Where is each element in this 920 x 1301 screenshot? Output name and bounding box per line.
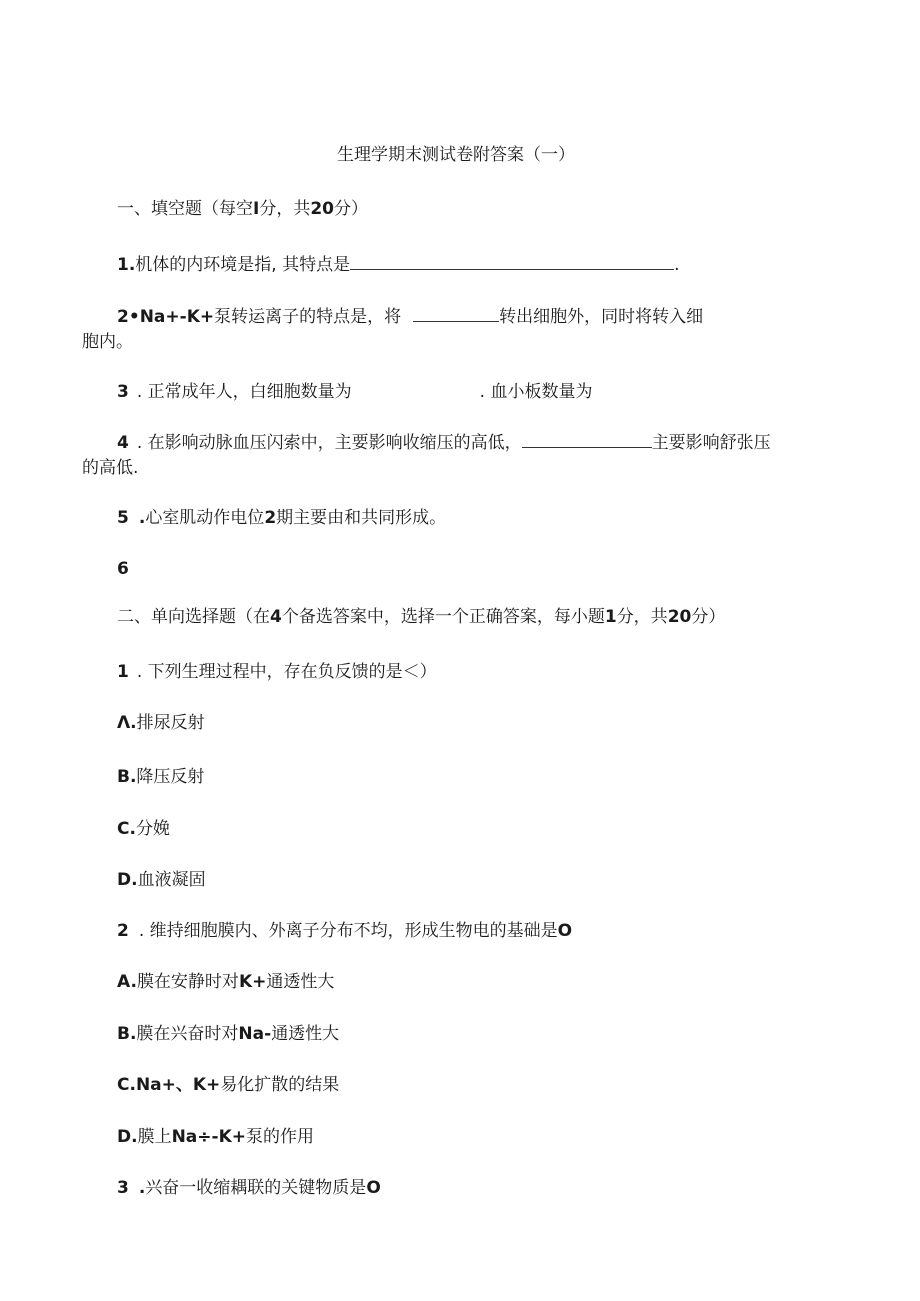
question-number: 1 bbox=[117, 662, 129, 682]
question-phase: 2 bbox=[264, 508, 277, 528]
question-text: 泵转运离子的特点是，将 bbox=[214, 307, 402, 327]
heading-total: 20 bbox=[310, 199, 334, 219]
question-text: . 下列生理过程中，存在负反馈的是＜） bbox=[136, 662, 437, 682]
heading-text: 分，共 bbox=[259, 199, 311, 219]
option-ion: Na÷-K+ bbox=[171, 1127, 246, 1147]
heading-text: 分，共 bbox=[616, 607, 668, 627]
option-letter: B. bbox=[117, 767, 137, 787]
question-number: 2 bbox=[117, 921, 129, 941]
option-c[interactable] bbox=[117, 817, 170, 841]
answer-blank[interactable] bbox=[413, 307, 499, 322]
question-4-continued: 的高低. bbox=[82, 458, 139, 478]
heading-text: 二、单向选择题（在 bbox=[117, 607, 270, 627]
answer-blank[interactable] bbox=[350, 255, 674, 270]
heading-score: I bbox=[253, 199, 260, 219]
mc-question-3 bbox=[117, 1176, 381, 1200]
question-text: . 在影响动脉血压闪索中，主要影响收缩压的高低， bbox=[136, 433, 522, 453]
question-5 bbox=[117, 506, 446, 530]
question-number: 2•Na+-K+ bbox=[117, 307, 215, 327]
question-text: 转出细胞外，同时将转入细 bbox=[499, 307, 704, 327]
option-text: 泵的作用 bbox=[246, 1127, 314, 1147]
question-number: 3 bbox=[117, 1178, 129, 1198]
heading-text: 分） bbox=[334, 199, 368, 219]
page-title: 生理学期末测试卷附答案（一） bbox=[337, 145, 575, 165]
option-letter: A. bbox=[117, 972, 137, 992]
question-end: O bbox=[366, 1178, 381, 1198]
option-text: 易化扩散的结果 bbox=[220, 1075, 340, 1095]
option-ion: K+ bbox=[238, 972, 267, 992]
question-number: 5 bbox=[117, 508, 129, 528]
option-text: 膜上 bbox=[137, 1127, 172, 1147]
option-text: 膜在安静时对 bbox=[136, 972, 239, 992]
question-end: . bbox=[674, 255, 680, 275]
mc-question-1 bbox=[117, 660, 437, 684]
option-text: 血液凝固 bbox=[137, 870, 206, 890]
question-text: 兴奋一收缩耦联的关键物质是 bbox=[145, 1178, 367, 1198]
question-text: 期主要由和共同形成。 bbox=[276, 508, 447, 528]
question-2-continued: 胞内。 bbox=[82, 332, 133, 352]
answer-blank[interactable] bbox=[522, 433, 652, 448]
option-text: 通透性大 bbox=[271, 1024, 340, 1044]
heading-text: 个备选答案中，选择一个正确答案，每小题 bbox=[281, 607, 605, 627]
option-a[interactable] bbox=[117, 711, 205, 735]
question-text: 机体的内环境是指, 其特点是 bbox=[135, 255, 351, 275]
question-number: 4 bbox=[117, 433, 129, 453]
heading-count: 4 bbox=[270, 607, 282, 627]
option-ion: Na+、K+ bbox=[135, 1075, 221, 1095]
question-2 bbox=[117, 305, 703, 329]
option-text: 分娩 bbox=[135, 819, 170, 839]
question-number: 1. bbox=[117, 255, 136, 275]
option-d[interactable] bbox=[117, 1125, 314, 1149]
question-dot: . bbox=[138, 508, 146, 528]
heading-total: 20 bbox=[667, 607, 692, 627]
question-text: 主要影响舒张压 bbox=[651, 433, 771, 453]
question-number: 3 bbox=[117, 382, 129, 402]
option-b[interactable] bbox=[117, 765, 204, 789]
heading-text: 分） bbox=[691, 607, 726, 627]
question-6: 6 bbox=[117, 559, 129, 579]
section-heading-multiple-choice bbox=[117, 605, 725, 629]
section-heading-fill-in bbox=[117, 197, 368, 221]
question-end: O bbox=[557, 921, 573, 941]
question-text: 心室肌动作电位 bbox=[145, 508, 265, 528]
option-text: 降压反射 bbox=[136, 767, 205, 787]
option-text: 通透性大 bbox=[266, 972, 335, 992]
question-dot: . bbox=[138, 1178, 146, 1198]
mc-question-2 bbox=[117, 919, 572, 943]
option-letter: C. bbox=[117, 819, 136, 839]
option-c[interactable] bbox=[117, 1073, 339, 1097]
question-text: . 血小板数量为 bbox=[479, 382, 593, 402]
option-letter: D. bbox=[117, 870, 138, 890]
option-letter: Λ. bbox=[117, 713, 137, 733]
question-4 bbox=[117, 431, 771, 455]
option-ion: Na- bbox=[238, 1024, 272, 1044]
option-a[interactable] bbox=[117, 970, 334, 994]
question-text: . 维持细胞膜内、外离子分布不均，形成生物电的基础是 bbox=[138, 921, 558, 941]
heading-score: 1 bbox=[604, 607, 617, 627]
option-b[interactable] bbox=[117, 1022, 339, 1046]
option-text: 排尿反射 bbox=[136, 713, 205, 733]
option-letter: D. bbox=[117, 1127, 138, 1147]
option-d[interactable] bbox=[117, 868, 206, 892]
question-1 bbox=[117, 253, 680, 277]
option-letter: B. bbox=[117, 1024, 137, 1044]
question-3 bbox=[117, 380, 592, 404]
heading-text: 一、填空题（每空 bbox=[117, 199, 253, 219]
option-letter: C. bbox=[117, 1075, 136, 1095]
option-text: 膜在兴奋时对 bbox=[136, 1024, 239, 1044]
question-text: . 正常成年人，白细胞数量为 bbox=[136, 382, 352, 402]
